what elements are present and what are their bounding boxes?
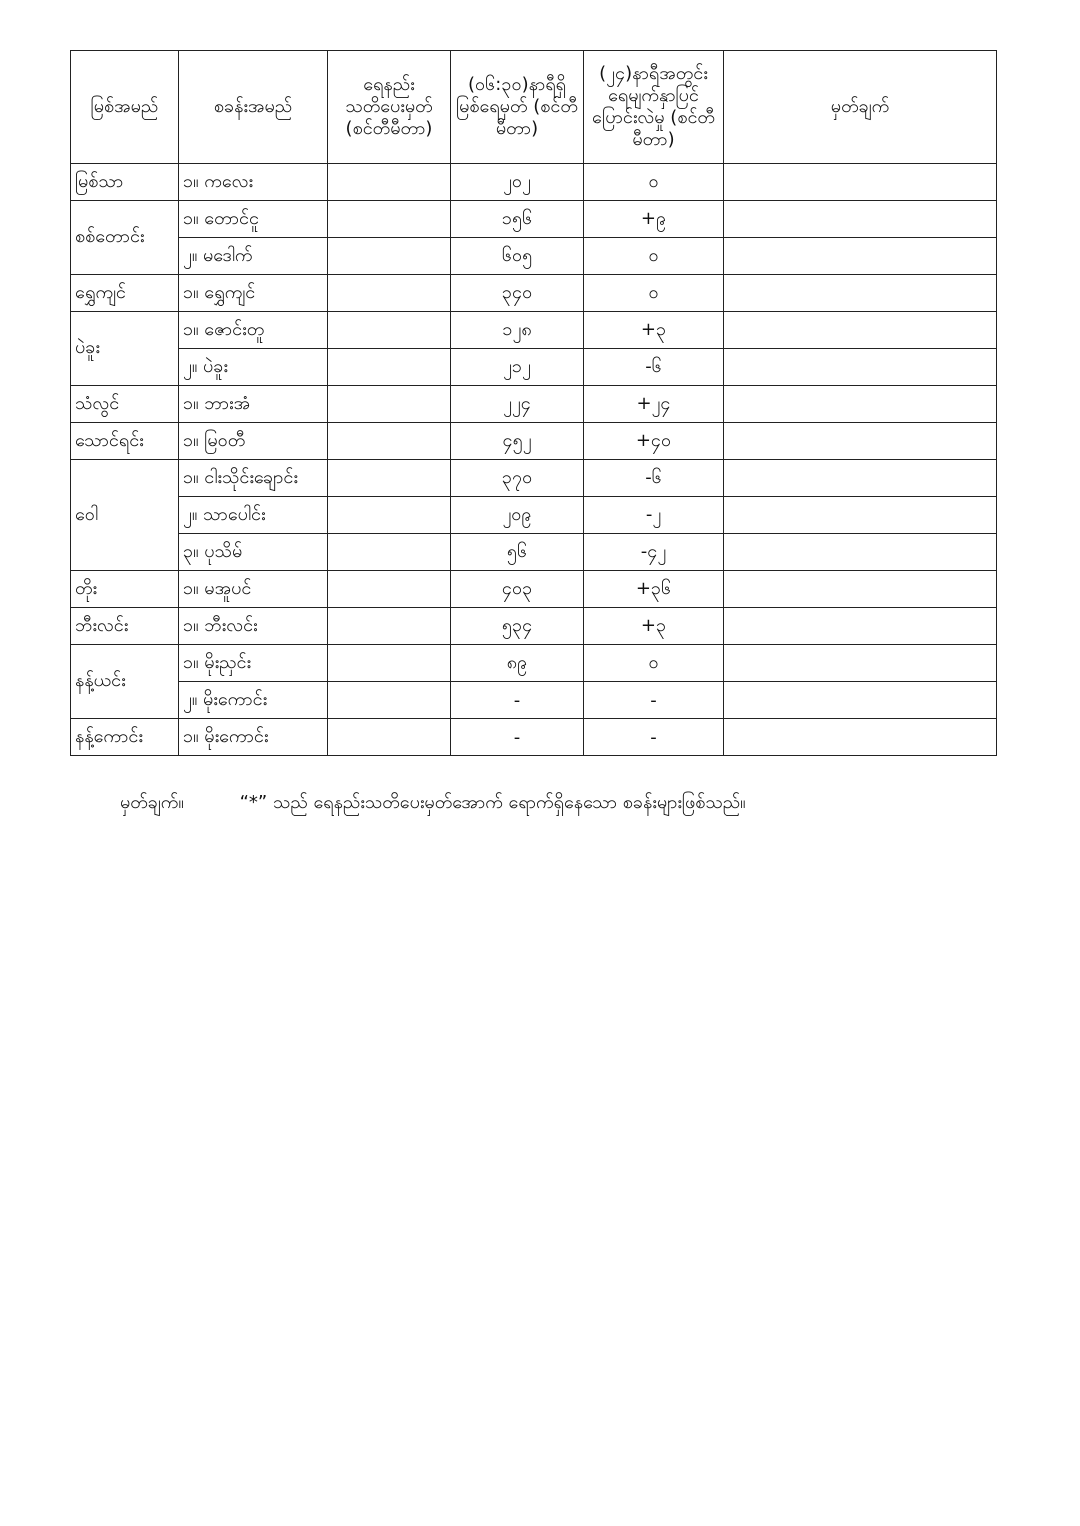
river-name-cell: တိုး bbox=[71, 571, 179, 608]
remark-cell bbox=[724, 682, 997, 719]
river-name-cell: ဝေါ bbox=[71, 460, 179, 571]
river-name-cell: ပဲခူး bbox=[71, 312, 179, 386]
table-row bbox=[71, 275, 997, 312]
warning-level-cell bbox=[328, 682, 451, 719]
change-cell: ၀ bbox=[584, 275, 724, 312]
water-level-cell: ၂၂၄ bbox=[451, 386, 584, 423]
warning-level-cell bbox=[328, 571, 451, 608]
remark-cell bbox=[724, 608, 997, 645]
warning-level-cell bbox=[328, 275, 451, 312]
remark-cell bbox=[724, 460, 997, 497]
water-level-cell: ၅၃၄ bbox=[451, 608, 584, 645]
table-row bbox=[71, 682, 997, 719]
table-row bbox=[71, 164, 997, 201]
table-row bbox=[71, 571, 997, 608]
station-name-cell: ၁။ မိုးညှင်း bbox=[179, 645, 328, 682]
water-level-cell: ၁၅၆ bbox=[451, 201, 584, 238]
station-name-cell: ၂။ သာပေါင်း bbox=[179, 497, 328, 534]
station-name-cell: ၂။ မဒေါက် bbox=[179, 238, 328, 275]
remark-cell bbox=[724, 201, 997, 238]
water-level-cell: - bbox=[451, 719, 584, 756]
warning-level-cell bbox=[328, 164, 451, 201]
header-remark: မှတ်ချက် bbox=[724, 51, 997, 164]
warning-level-cell bbox=[328, 386, 451, 423]
warning-level-cell bbox=[328, 423, 451, 460]
table-row bbox=[71, 534, 997, 571]
warning-level-cell bbox=[328, 645, 451, 682]
river-name-cell: ဘီးလင်း bbox=[71, 608, 179, 645]
header-water-level: (၀၆:၃၀)နာရီရှိ မြစ်ရေမှတ် (စင်တီမီတာ) bbox=[451, 51, 584, 164]
river-name-cell: စစ်တောင်း bbox=[71, 201, 179, 275]
table-row bbox=[71, 497, 997, 534]
change-cell: +၃ bbox=[584, 608, 724, 645]
station-name-cell: ၁။ ငါးသိုင်းချောင်း bbox=[179, 460, 328, 497]
header-station: စခန်းအမည် bbox=[179, 51, 328, 164]
footnote-text: “*” သည် ရေနည်းသတိပေးမှတ်အောက် ရောက်ရှိနေသော စခန်းများဖြစ်သည်။ bbox=[239, 792, 746, 813]
warning-level-cell bbox=[328, 312, 451, 349]
change-cell: -၆ bbox=[584, 460, 724, 497]
station-name-cell: ၃။ ပုသိမ် bbox=[179, 534, 328, 571]
table-row bbox=[71, 608, 997, 645]
warning-level-cell bbox=[328, 460, 451, 497]
remark-cell bbox=[724, 238, 997, 275]
warning-level-cell bbox=[328, 719, 451, 756]
station-name-cell: ၁။ မိုးကောင်း bbox=[179, 719, 328, 756]
water-level-cell: ၂၀၉ bbox=[451, 497, 584, 534]
table-row bbox=[71, 312, 997, 349]
change-cell: -၆ bbox=[584, 349, 724, 386]
header-change: (၂၄)နာရီအတွင်း ရေမျက်နှာပြင် ပြောင်းလဲမှု (စင်တီမီတာ) bbox=[584, 51, 724, 164]
change-cell: +၉ bbox=[584, 201, 724, 238]
river-name-cell: နန့်ကောင်း bbox=[71, 719, 179, 756]
station-name-cell: ၁။ မအူပင် bbox=[179, 571, 328, 608]
table-row bbox=[71, 719, 997, 756]
change-cell: -၄၂ bbox=[584, 534, 724, 571]
table-row bbox=[71, 423, 997, 460]
table-row bbox=[71, 238, 997, 275]
water-level-cell: ၁၂၈ bbox=[451, 312, 584, 349]
change-cell: - bbox=[584, 682, 724, 719]
station-name-cell: ၁။ တောင်ငူ bbox=[179, 201, 328, 238]
remark-cell bbox=[724, 423, 997, 460]
river-name-cell: ရွှေကျင် bbox=[71, 275, 179, 312]
change-cell: +၃၆ bbox=[584, 571, 724, 608]
water-level-cell: ၃၇၀ bbox=[451, 460, 584, 497]
warning-level-cell bbox=[328, 201, 451, 238]
table-row bbox=[71, 460, 997, 497]
river-level-table bbox=[70, 50, 997, 756]
change-cell: ၀ bbox=[584, 238, 724, 275]
water-level-cell: ၅၆ bbox=[451, 534, 584, 571]
change-cell: +၂၄ bbox=[584, 386, 724, 423]
remark-cell bbox=[724, 571, 997, 608]
header-river: မြစ်အမည် bbox=[71, 51, 179, 164]
warning-level-cell bbox=[328, 238, 451, 275]
remark-cell bbox=[724, 534, 997, 571]
river-name-cell: နန့်ယင်း bbox=[71, 645, 179, 719]
river-name-cell: သောင်ရင်း bbox=[71, 423, 179, 460]
remark-cell bbox=[724, 645, 997, 682]
remark-cell bbox=[724, 275, 997, 312]
header-row bbox=[71, 51, 997, 164]
river-name-cell: မြစ်သာ bbox=[71, 164, 179, 201]
water-level-cell: - bbox=[451, 682, 584, 719]
table-row bbox=[71, 386, 997, 423]
remark-cell bbox=[724, 386, 997, 423]
water-level-cell: ၄၀၃ bbox=[451, 571, 584, 608]
station-name-cell: ၁။ ဘားအံ bbox=[179, 386, 328, 423]
station-name-cell: ၁။ ရွှေကျင် bbox=[179, 275, 328, 312]
station-name-cell: ၁။ ကလေး bbox=[179, 164, 328, 201]
station-name-cell: ၁။ ဘီးလင်း bbox=[179, 608, 328, 645]
remark-cell bbox=[724, 312, 997, 349]
remark-cell bbox=[724, 497, 997, 534]
station-name-cell: ၁။ ဇောင်းတူ bbox=[179, 312, 328, 349]
remark-cell bbox=[724, 349, 997, 386]
warning-level-cell bbox=[328, 608, 451, 645]
remark-cell bbox=[724, 164, 997, 201]
water-level-cell: ၂၁၂ bbox=[451, 349, 584, 386]
footnote bbox=[120, 790, 796, 817]
table-row bbox=[71, 645, 997, 682]
change-cell: ၀ bbox=[584, 645, 724, 682]
station-name-cell: ၁။ မြဝတီ bbox=[179, 423, 328, 460]
change-cell: ၀ bbox=[584, 164, 724, 201]
station-name-cell: ၂။ ပဲခူး bbox=[179, 349, 328, 386]
water-level-cell: ၈၉ bbox=[451, 645, 584, 682]
header-warning-level: ရေနည်း သတိပေးမှတ် (စင်တီမီတာ) bbox=[328, 51, 451, 164]
warning-level-cell bbox=[328, 497, 451, 534]
water-level-cell: ၄၅၂ bbox=[451, 423, 584, 460]
station-name-cell: ၂။ မိုးကောင်း bbox=[179, 682, 328, 719]
change-cell: -၂ bbox=[584, 497, 724, 534]
river-name-cell: သံလွင် bbox=[71, 386, 179, 423]
remark-cell bbox=[724, 719, 997, 756]
warning-level-cell bbox=[328, 349, 451, 386]
change-cell: +၃ bbox=[584, 312, 724, 349]
footnote-label: မှတ်ချက်။ bbox=[120, 792, 184, 813]
water-level-cell: ၃၄၀ bbox=[451, 275, 584, 312]
table-row bbox=[71, 349, 997, 386]
water-level-cell: ၂၀၂ bbox=[451, 164, 584, 201]
change-cell: - bbox=[584, 719, 724, 756]
water-level-cell: ၆၀၅ bbox=[451, 238, 584, 275]
table-row bbox=[71, 201, 997, 238]
change-cell: +၄၀ bbox=[584, 423, 724, 460]
warning-level-cell bbox=[328, 534, 451, 571]
